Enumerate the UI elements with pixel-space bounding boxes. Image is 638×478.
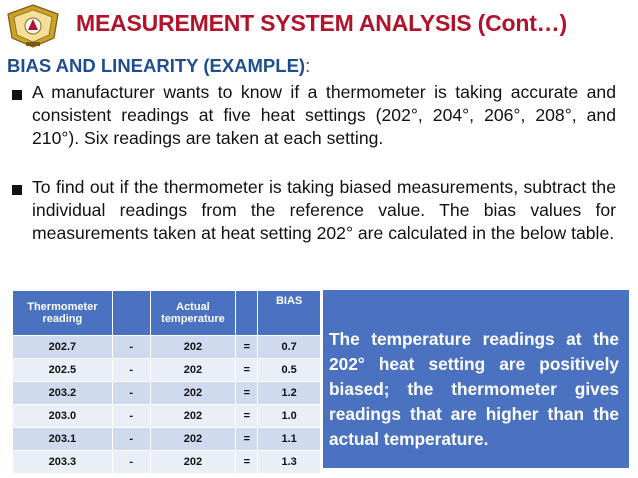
- bias-cell: 1.3: [258, 451, 321, 474]
- equals-cell: =: [236, 405, 258, 428]
- reading-cell: 203.0: [13, 405, 113, 428]
- minus-cell: -: [112, 336, 150, 359]
- actual-cell: 202: [150, 451, 236, 474]
- header-actual-temperature: Actual temperature: [150, 291, 236, 336]
- actual-cell: 202: [150, 382, 236, 405]
- table-row: [13, 336, 321, 359]
- equals-cell: =: [236, 451, 258, 474]
- minus-cell: -: [112, 382, 150, 405]
- actual-cell: 202: [150, 428, 236, 451]
- equals-cell: =: [236, 336, 258, 359]
- minus-cell: -: [112, 428, 150, 451]
- minus-cell: -: [112, 405, 150, 428]
- bullet-marker: [12, 90, 22, 100]
- actual-cell: 202: [150, 336, 236, 359]
- table-row: [13, 359, 321, 382]
- equals-cell: =: [236, 382, 258, 405]
- conclusion-callout: The temperature readings at the 202° heat setting are positively biased; the thermometer gives readings that are higher than the actual temperature.: [323, 290, 629, 468]
- table-row: [13, 382, 321, 405]
- bias-cell: 1.2: [258, 382, 321, 405]
- actual-cell: 202: [150, 405, 236, 428]
- header-thermometer-reading: Thermometer reading: [13, 291, 113, 336]
- minus-cell: -: [112, 359, 150, 382]
- institution-logo: [4, 2, 62, 50]
- equals-cell: =: [236, 428, 258, 451]
- reading-cell: 202.5: [13, 359, 113, 382]
- bias-cell: 0.5: [258, 359, 321, 382]
- section-heading-colon: :: [305, 55, 311, 76]
- reading-cell: 203.1: [13, 428, 113, 451]
- bullet-text-2: To find out if the thermometer is taking biased measurements, subtract the individual readings from the reference value. The bias values for measurements taken at heat setting 202° are calculated in the below table.: [32, 177, 616, 244]
- bias-cell: 0.7: [258, 336, 321, 359]
- bias-cell: 1.1: [258, 428, 321, 451]
- header-blank: [236, 291, 258, 336]
- slide-title: MEASUREMENT SYSTEM ANALYSIS (Cont…): [76, 10, 567, 36]
- bias-cell: 1.0: [258, 405, 321, 428]
- table-row: [13, 428, 321, 451]
- section-heading: [7, 55, 310, 77]
- equals-cell: =: [236, 359, 258, 382]
- reading-cell: 203.3: [13, 451, 113, 474]
- table-row: [13, 405, 321, 428]
- header-bias: BIAS: [258, 291, 321, 336]
- actual-cell: 202: [150, 359, 236, 382]
- bullet-text-1: A manufacturer wants to know if a thermometer is taking accurate and consistent readings at five heat settings (202°, 204°, 206°, 208°, and 210°). Six readings are taken at each setting.: [32, 82, 616, 149]
- section-heading-text: BIAS AND LINEARITY (EXAMPLE): [7, 55, 306, 76]
- bias-table: [12, 290, 321, 474]
- minus-cell: -: [112, 451, 150, 474]
- header-blank: [112, 291, 150, 336]
- bullet-marker: [12, 185, 22, 195]
- table-header-row: [13, 291, 321, 336]
- table-row: [13, 451, 321, 474]
- reading-cell: 202.7: [13, 336, 113, 359]
- reading-cell: 203.2: [13, 382, 113, 405]
